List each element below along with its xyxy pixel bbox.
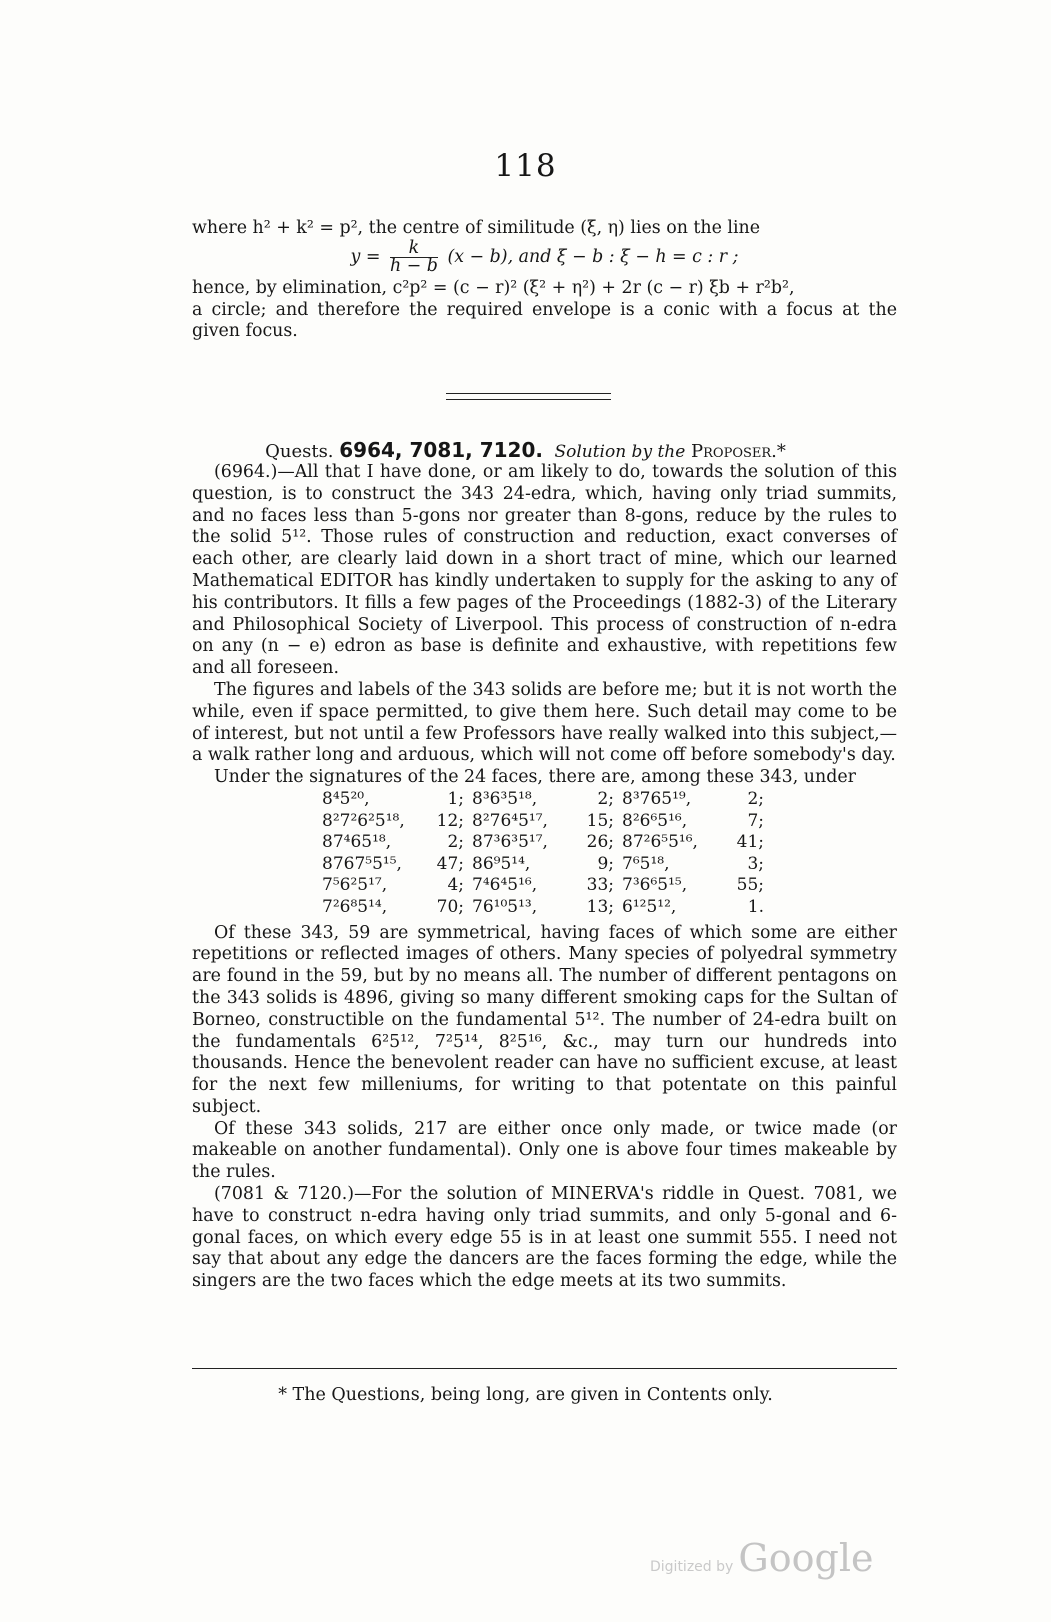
signature-row [322,897,772,919]
paragraph-figures: The figures and labels of the 343 solids are before me; but it is not worth the while, even if space permitted, to give them here. Such detail may come to be of interest, but not until a few Professors have really walked into this subject,—a walk rather long and arduous, which will not come off before somebody's day. [192,679,897,766]
digitized-watermark [650,1536,873,1580]
signature-row [322,811,772,833]
page-number: 118 [494,148,557,184]
signature-formula: 6¹²5¹², [622,896,677,917]
signature-count: 13; [586,896,614,917]
signature-row [322,832,772,854]
signature-formula: 7⁵6²5¹⁷, [322,875,388,896]
paragraph-7081-7120: (7081 & 7120.)—For the solution of MINERVA's riddle in Quest. 7081, we have to construct n-edra having only triad summits, and only 5-gonal and 6-gonal faces, on which every edge 55 is in at least one summit 555. I need not say that about any edge the dancers are the faces forming the edge, while the singers are the two faces which the edge meets at its two summits. [192,1184,897,1292]
paragraph-6964: (6964.)—All that I have done, or am likely to do, towards the solution of this question, is to construct the 343 24-edra, which, having only triad summits, and no faces less than 5-gons nor greater than 8-gons, reduce by the rules to the solid 5¹². Those rules of construction and reduction, exact converses of each other, are clearly laid down in a short tract of mine, which our learned Mathematical EDITOR has kindly undertaken to supply for the asking to any of his contributors. It fills a few pages of the Proceedings (1882-3) of the Literary and Philosophical Society of Liverpool. This process of construction of n-edra on any (n − e) edron as base is definite and exhaustive, with repetitions few and all foreseen. [192,462,897,679]
paragraph-solids: Of these 343 solids, 217 are either once only made, or twice made (or makeable on another fundamental). Only one is above four times makeable by the rules. [192,1118,897,1183]
signature-count: 47; [436,853,464,874]
signature-formula: 8²76⁴5¹⁷, [472,810,548,831]
signature-formula: 87²6⁵5¹⁶, [622,832,698,853]
signature-formula: 8⁴5²⁰, [322,788,370,809]
derivation-line-4: a circle; and therefore the required envelope is a conic with a focus at the given focus. [192,299,897,342]
signature-formula: 87⁴65¹⁸, [322,832,392,853]
fraction-numerator: k [390,240,438,258]
derivation-line-1: where h² + k² = p², the centre of similitude (ξ, η) lies on the line [192,218,761,238]
signature-table [322,789,772,919]
signature-count: 2; [447,832,464,853]
signature-formula: 7³6⁶5¹⁵, [622,875,688,896]
heading-numbers: 6964, 7081, 7120. [339,438,543,462]
signature-row [322,875,772,897]
signature-formula: 7⁶5¹⁸, [622,853,670,874]
signature-formula: 8767⁵5¹⁵, [322,853,402,874]
signature-count: 12; [436,810,464,831]
signature-count: 33; [586,875,614,896]
line-equation [192,237,897,276]
signature-count: 1. [747,896,764,917]
paragraph-symmetry: Of these 343, 59 are symmetrical, having faces of which some are either repetitions or reflected images of others. Many species of polyedral symmetry are found in the 59, but by no means all. The number of different pentagons on the 343 solids is 4896, giving so many different smoking caps for the Sultan of Borneo, constructible on the fundamental 5¹². The number of 24-edra built on the fundamentals 6²5¹², 7²5¹⁴, 8²5¹⁶, &c., may turn our hundreds into thousands. Hence the benevolent reader can have no sufficient excuse, at least for the next few milleniums, for writing to that potentate on this painful subject. [192,922,897,1117]
signature-formula: 8³6³5¹⁸, [472,788,538,809]
signature-count: 15; [586,810,614,831]
signature-count: 4; [447,875,464,896]
signature-formula: 7²6⁸5¹⁴, [322,896,388,917]
heading-solution: Solution by the [554,442,686,462]
equation-lhs: y = [350,246,381,267]
equation-fraction [389,237,438,276]
signature-formula: 87³6³5¹⁷, [472,832,548,853]
watermark-prefix: Digitized by [650,1559,734,1575]
signature-count: 7; [747,810,764,831]
top-derivation [192,218,897,343]
signature-formula: 86⁹5¹⁴, [472,853,531,874]
signature-row [322,854,772,876]
signature-count: 1; [447,788,464,809]
signature-formula: 8²6⁶5¹⁶, [622,810,688,831]
signature-count: 26; [586,832,614,853]
footnote-rule [192,1368,897,1369]
heading-prefix: Quests. [265,441,334,462]
heading-proposer: Proposer.* [691,441,786,462]
signature-count: 55; [736,875,764,896]
signature-count: 9; [597,853,614,874]
equation-rest: (x − b), and ξ − b : ξ − h = c : r ; [447,246,739,267]
signature-formula: 7⁴6⁴5¹⁶, [472,875,538,896]
google-logo: Google [738,1536,874,1580]
signature-count: 3; [747,853,764,874]
section-heading [0,438,1051,462]
paragraph-signatures-intro: Under the signatures of the 24 faces, there are, among these 343, under [214,767,856,788]
signature-formula: 8²7²6²5¹⁸, [322,810,405,831]
signature-formula: 76¹⁰5¹³, [472,896,538,917]
signature-count: 70; [436,896,464,917]
signature-row [322,789,772,811]
signature-count: 2; [597,788,614,809]
section-divider [446,393,611,400]
signature-count: 2; [747,788,764,809]
fraction-denominator: h − b [389,255,438,276]
derivation-line-3: hence, by elimination, c²p² = (c − r)² (ξ² + η²) + 2r (c − r) ξb + r²b², [192,277,795,298]
signature-count: 41; [736,832,764,853]
footnote: * The Questions, being long, are given in Contents only. [278,1385,773,1405]
solution-body [192,462,897,1293]
signature-formula: 8³765¹⁹, [622,788,692,809]
